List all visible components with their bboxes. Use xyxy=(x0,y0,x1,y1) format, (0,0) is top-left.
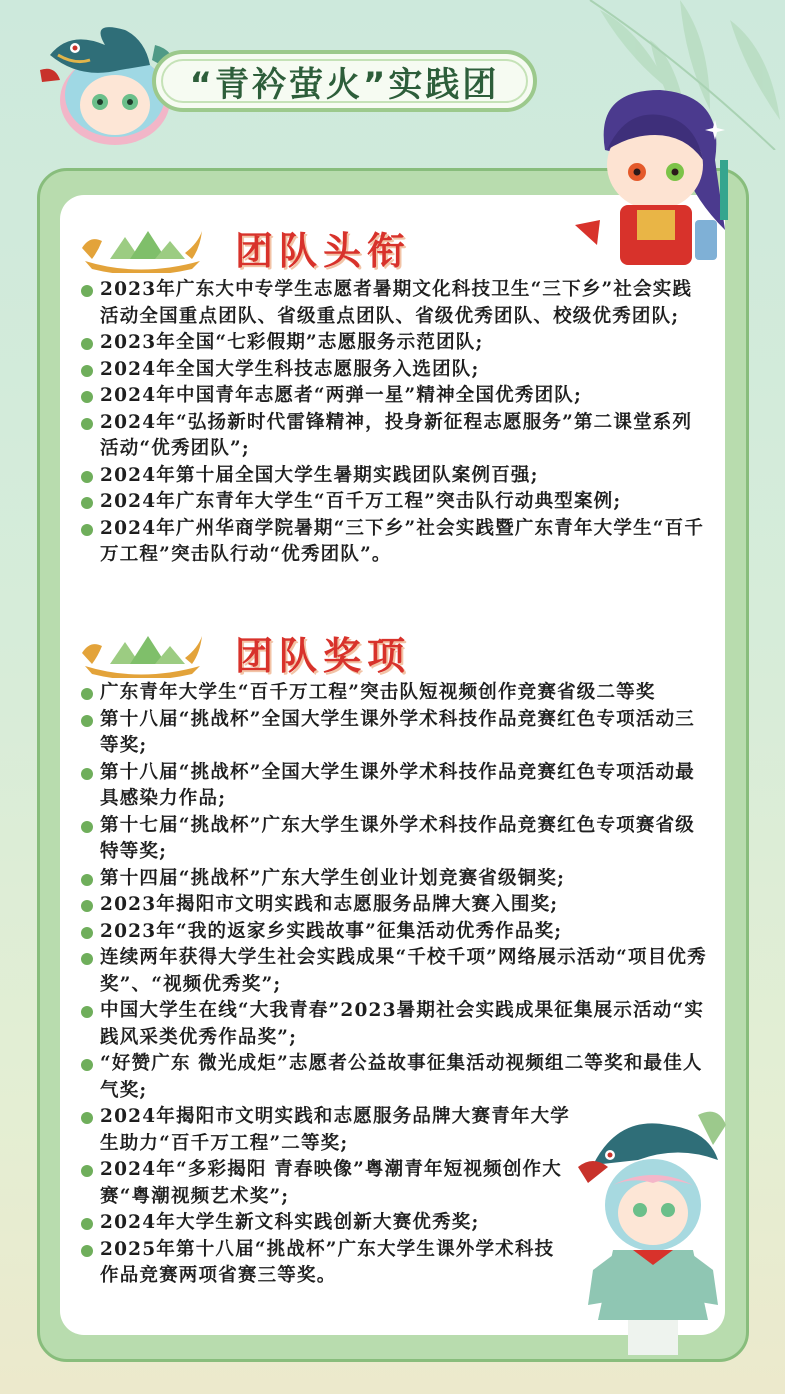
list-item: 广东青年大学生“百千万工程”突击队短视频创作竞赛省级二等奖 xyxy=(80,680,710,707)
title-banner xyxy=(152,50,537,112)
list-item: 2024年全国大学生科技志愿服务入选团队; xyxy=(80,357,710,384)
list-item: 2023年广东大中专学生志愿者暑期文化科技卫生“三下乡”社会实践活动全国重点团队、省级重点团队、省级优秀团队、校级优秀团队; xyxy=(80,277,710,330)
list-item: 2024年中国青年志愿者“两弹一星”精神全国优秀团队; xyxy=(80,383,710,410)
section-header-titles xyxy=(80,220,411,275)
titles-list xyxy=(80,277,710,569)
list-item: 2025年第十八届“挑战杯”广东大学生课外学术科技作品竞赛两项省赛三等奖。 xyxy=(80,1237,570,1290)
list-item: 中国大学生在线“大我青春”2023暑期社会实践成果征集展示活动“实践风采类优秀作品奖”; xyxy=(80,998,710,1051)
list-item: 2024年“多彩揭阳 青春映像”粤潮青年短视频创作大赛“粤潮视频艺术奖”; xyxy=(80,1157,570,1210)
list-item: 2024年广东青年大学生“百千万工程”突击队行动典型案例; xyxy=(80,489,710,516)
section-title: 团队头衔 xyxy=(235,229,412,273)
list-item: 第十八届“挑战杯”全国大学生课外学术科技作品竞赛红色专项活动最具感染力作品; xyxy=(80,760,710,813)
list-item: 2024年揭阳市文明实践和志愿服务品牌大赛青年大学生助力“百千万工程”二等奖; xyxy=(80,1104,570,1157)
list-item: 2023年“我的返家乡实践故事”征集活动优秀作品奖; xyxy=(80,919,710,946)
list-item: 2024年广州华商学院暑期“三下乡”社会实践暨广东青年大学生“百千万工程”突击队行动“优秀团队”。 xyxy=(80,516,710,569)
list-item: “好赞广东 微光成炬”志愿者公益故事征集活动视频组二等奖和最佳人气奖; xyxy=(80,1051,710,1104)
list-item: 2024年大学生新文科实践创新大赛优秀奖; xyxy=(80,1210,570,1237)
dragon-boat-icon xyxy=(80,628,205,678)
list-item: 2023年全国“七彩假期”志愿服务示范团队; xyxy=(80,330,710,357)
list-item: 2024年第十届全国大学生暑期实践团队案例百强; xyxy=(80,463,710,490)
section-header-awards xyxy=(80,625,411,680)
list-item: 第十四届“挑战杯”广东大学生创业计划竞赛省级铜奖; xyxy=(80,866,710,893)
list-item: 第十八届“挑战杯”全国大学生课外学术科技作品竞赛红色专项活动三等奖; xyxy=(80,707,710,760)
list-item: 第十七届“挑战杯”广东大学生课外学术科技作品竞赛红色专项赛省级特等奖; xyxy=(80,813,710,866)
list-item: 连续两年获得大学生社会实践成果“千校千项”网络展示活动“项目优秀奖”、“视频优秀奖”; xyxy=(80,945,710,998)
boy-mascot-icon xyxy=(575,80,740,275)
section-title: 团队奖项 xyxy=(235,634,412,678)
list-item: 2024年“弘扬新时代雷锋精神，投身新征程志愿服务”第二课堂系列活动“优秀团队”; xyxy=(80,410,710,463)
dragon-boat-icon xyxy=(80,223,205,273)
dragon-girl-full-mascot-icon xyxy=(578,1105,728,1360)
page-title: “青衿萤火”实践团 xyxy=(189,64,500,105)
list-item: 2023年揭阳市文明实践和志愿服务品牌大赛入围奖; xyxy=(80,892,710,919)
